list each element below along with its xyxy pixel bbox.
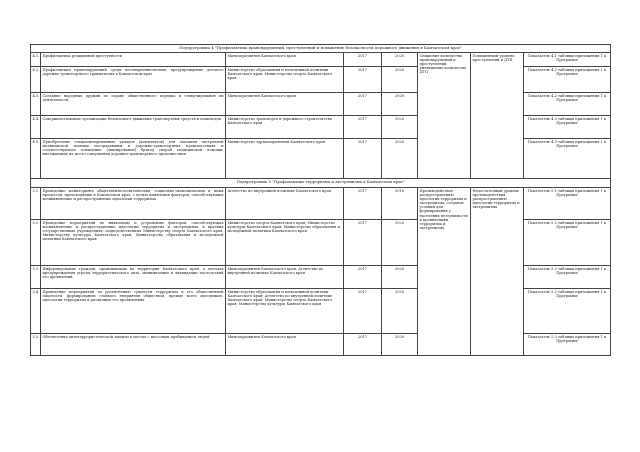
start-year: 2017: [344, 188, 382, 220]
section-title: Подпрограмма 4 "Профилактика правонарушений, преступлений и повышение безопасности дорожного движения в Камчатском крае": [31, 45, 611, 53]
measure-name: Создание народных дружин по охране общественного порядка и стимулирование их деятельности: [41, 93, 226, 116]
end-year: 2020: [382, 289, 418, 334]
row-number: 4.1.: [31, 53, 41, 67]
indicator: Показатель 5.2 таблицы приложения 1 к Программе: [524, 220, 611, 266]
row-number: 5.3.: [31, 266, 41, 289]
end-year: 2020: [382, 266, 418, 289]
end-year: 2020: [382, 116, 418, 139]
measure-name: Обеспечение антитеррористической защиты в местах с массовым пребыванием людей: [41, 334, 226, 356]
non-implementation-consequence: Повышенный уровень преступлений и ДТП: [471, 53, 524, 179]
executor: Минсоцразвития Камчатского края: [226, 93, 344, 116]
start-year: 2017: [344, 220, 382, 266]
end-year: 2020: [382, 334, 418, 356]
expected-result: Противодействие распространению идеологии терроризма и экстремизма, создание условий для формирования у населения нетерпимости к проявлениям терроризма и экстремизма: [418, 188, 471, 356]
indicator: Показатель 4.3 таблицы приложения 1 к Программе: [524, 139, 611, 179]
row-number: 5.2.: [31, 220, 41, 266]
executor: Министерство здравоохранения Камчатского края: [226, 139, 344, 179]
end-year: 2020: [382, 67, 418, 93]
row-number: 5.4.: [31, 289, 41, 334]
non-implementation-consequence: Недостаточный уровень противодействия распространению идеологии терроризма и экстремизма: [471, 188, 524, 356]
executor: Минсоцразвития Камчатского края; Агентство по внутренней политике Камчатского края: [226, 266, 344, 289]
executor: Агентство по внутренней политике Камчатского края: [226, 188, 344, 220]
measure-name: Совершенствование организации безопасного движения транспортных средств и пешеходов: [41, 116, 226, 139]
start-year: 2017: [344, 116, 382, 139]
end-year: 2018: [382, 188, 418, 220]
executor: Министерство транспорта и дорожного строительства Камчатского края: [226, 116, 344, 139]
start-year: 2017: [344, 289, 382, 334]
row-number: 5.5.: [31, 334, 41, 356]
indicator: Показатель 4.2 таблицы приложения 1 к Программе: [524, 93, 611, 116]
measure-name: Приобретение специализированных укладок (комплектов) для оказания экстренной медицинской помощи пострадавшим в дорожно-транспортных происшествиях и соответствующее оснащение (экипирование) бригад скорой медицинской помощи, выезжающих на место совершения дорожно-транспортного происшествия: [41, 139, 226, 179]
start-year: 2017: [344, 53, 382, 67]
row-number: 4.5.: [31, 139, 41, 179]
expected-result: Снижение количества правонарушений и преступлений, уменьшение количества ДТП: [418, 53, 471, 179]
measure-name: Проведение мероприятий по выявлению и устранению факторов, способствующих возникновению и распространению идеологии терроризма и экстремизма, в краевых государственных учреждениях, подведомственных Министерству спорта Камчатского края, Министерству культуры Камчатского края, Министерству образования и молодежной политики Камчатского края: [41, 220, 226, 266]
indicator: Показатель 5.3 таблицы приложения 1 к Программе: [524, 334, 611, 356]
section-title: Подпрограмма 5 "Профилактика терроризма и экстремизма в Камчатском крае": [31, 179, 611, 188]
executor: Министерство образования и молодежной политики Камчатского края; Агентство по внутренней политике Камчатского края; Министерство спорта Камчатского края; Министерство культуры Камчатского края: [226, 289, 344, 334]
row-number: 4.4.: [31, 116, 41, 139]
program-table: [30, 44, 611, 356]
executor: Минсоцразвития Камчатского края: [226, 334, 344, 356]
executor: Министерство образования и молодежной политики Камчатского края; Министерство спорта Камчатского края: [226, 67, 344, 93]
row-number: 5.1.: [31, 188, 41, 220]
row-number: 4.3.: [31, 93, 41, 116]
start-year: 2017: [344, 93, 382, 116]
indicator: Показатель 4.2 таблицы приложения 1 к Программе: [524, 67, 611, 93]
measure-name: Профилактика рецидивной преступности: [41, 53, 226, 67]
indicator: Показатель 4.3 таблицы приложения 1 к Программе: [524, 116, 611, 139]
start-year: 2017: [344, 139, 382, 179]
end-year: 2020: [382, 220, 418, 266]
indicator: Показатель 4.1 таблицы приложения 1 к Программе: [524, 53, 611, 67]
end-year: 2020: [382, 93, 418, 116]
end-year: 2020: [382, 53, 418, 67]
measure-name: Информирование граждан, проживающих на территории Камчатского края, о методах предупреждения угрозы террористического акта, минимизации и ликвидации последствий его проявлений: [41, 266, 226, 289]
measure-name: Проведение мероприятий по разъяснению сущности терроризма и его общественной опасности, формированию стойкого неприятия обществом, прежде всего молодежью, идеологии терроризма в различных его проявлениях: [41, 289, 226, 334]
executor: Минсоцразвития Камчатского края: [226, 53, 344, 67]
indicator: Показатель 5.2 таблицы приложения 1 к Программе: [524, 266, 611, 289]
indicator: Показатель 5.1 таблицы приложения 1 к Программе: [524, 188, 611, 220]
start-year: 2017: [344, 266, 382, 289]
end-year: 2020: [382, 139, 418, 179]
measure-name: Профилактика правонарушений среди несовершеннолетних, предупреждение детского дорожно-транспортного травматизма в Камчатском крае: [41, 67, 226, 93]
start-year: 2017: [344, 334, 382, 356]
executor: Министерство спорта Камчатского края; Министерство культуры Камчатского края; Министерство образования и молодежной политики Камчатского края: [226, 220, 344, 266]
start-year: 2017: [344, 67, 382, 93]
indicator: Показатель 5.2 таблицы приложения 1 к Программе: [524, 289, 611, 334]
row-number: 4.2.: [31, 67, 41, 93]
measure-name: Проведение мониторинга общественно-политических, социально-экономических и иных процессов, происходящих в Камчатском крае, с целью выявления факторов, способствующих возникновению и распространению идеологии терроризма: [41, 188, 226, 220]
